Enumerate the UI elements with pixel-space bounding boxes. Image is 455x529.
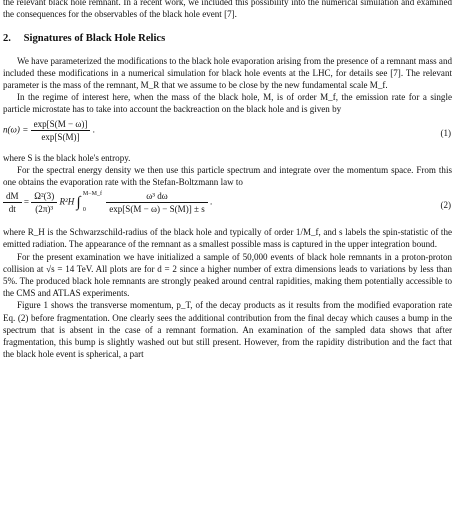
paragraph-schwarzschild: where R_H is the Schwarzschild-radius of the black hole and typically of order 1/M_f, and s labels the spin-statistic of the emitted radiation. The appearance of the remnant as a smallest possible mass is captured in the upper integration bound. <box>3 227 452 250</box>
paragraph-parameterization: We have parameterized the modifications to the black hole evaporation arising from the presence of a remnant mass and included these modifications in a numerical simulation for black hole events at the LHC, for details see [7]. The relevant parameter is the mass of the remnant, M_R that we assume to be close by the new fundamental scale M_f. <box>3 55 452 91</box>
eq1-number: (1) <box>440 127 451 138</box>
eq2-radius: R²H <box>59 196 75 207</box>
paragraph-entropy: where S is the black hole's entropy. <box>3 152 131 163</box>
intro-line-2: the numerical simulation and examined the consequences for the observables of the black <box>3 0 453 20</box>
paragraph-emission-rate: In the regime of interest here, when the mass of the black hole, M, is of order M_f, the emission rate for a single particle microstate has to take into account the backreaction on the black hole and is given by <box>3 92 452 115</box>
eq1-numerator: exp[S(M − ω)] <box>31 118 91 131</box>
eq1-lhs: n(ω) = <box>3 124 29 135</box>
eq2-number: (2) <box>440 200 451 211</box>
eq1-denominator: exp[S(M)] <box>41 131 80 142</box>
section-heading <box>3 33 452 45</box>
equation-2: $\frac{dM}{dt}$ = $\frac{\text{Ω²(3)}}{\text{(2π)³}}$ R²H ∫ M−M_f 0 $\frac{\text{ω³ dω}}{\exp[S(M - \omega) - S(M)] \pm s}$ . (2) <box>0 190 455 222</box>
paragraph-figure-1: Figure 1 shows the transverse momentum, p_T, of the decay products as it results from the modified evaporation rate Eq. (2) before fragmentation. One clearly sees the additional contribution from the final decay which causes a bump in the spectrum that is absent in the case of a remnant formation. An examination of the sampled data shows that after fragmentation, this bump is slightly washed out but still present. However, from the rapidity distribution and the fact that the black hole event is spherical, a part <box>3 300 452 360</box>
eq2-integrand: $\frac{\text{ω³ dω}}{\exp[S(M - \omega) - S(M)] \pm s}$ <box>106 190 208 215</box>
equation-1: n(ω) = $\frac{\exp[S(M - \omega)]}{\exp[S(M)]}$ . (1) <box>3 118 451 142</box>
intro-line-3: hole event [7]. <box>184 9 237 20</box>
section-number: 2. <box>3 33 11 45</box>
section-title: Signatures of Black Hole Relics <box>23 33 166 45</box>
integral-sign-icon: ∫ <box>76 194 81 211</box>
eq2-lhs: $\frac{dM}{dt}$ <box>3 190 22 215</box>
eq2-coefficient: $\frac{\text{Ω²(3)}}{\text{(2π)³}}$ <box>31 190 57 215</box>
intro-line-1: the relevant black hole remnant. In a recent work, we included this possibility into <box>3 0 306 7</box>
paragraph-initialization: For the present examination we have initialized a sample of 50,000 events of black hole remnants in a proton-proton collision at √s = 14 TeV. All plots are for d = 2 since a higher number of extra dimensions leads to variations by less than 5%. The produced black hole remnants are strongly peaked around central rapidities, making them potentially accessible to the CMS and ATLAS experiments. <box>3 251 452 299</box>
intro-paragraph <box>0 0 455 20</box>
eq2-limits: M−M_f 0 <box>82 191 102 214</box>
paragraph-spectral-density: For the spectral energy density we then use this particle spectrum and integrate over the momentum space. From this one obtains the evaporation rate with the Stefan-Boltzmann law to <box>3 164 452 188</box>
eq1-fraction <box>31 118 91 143</box>
